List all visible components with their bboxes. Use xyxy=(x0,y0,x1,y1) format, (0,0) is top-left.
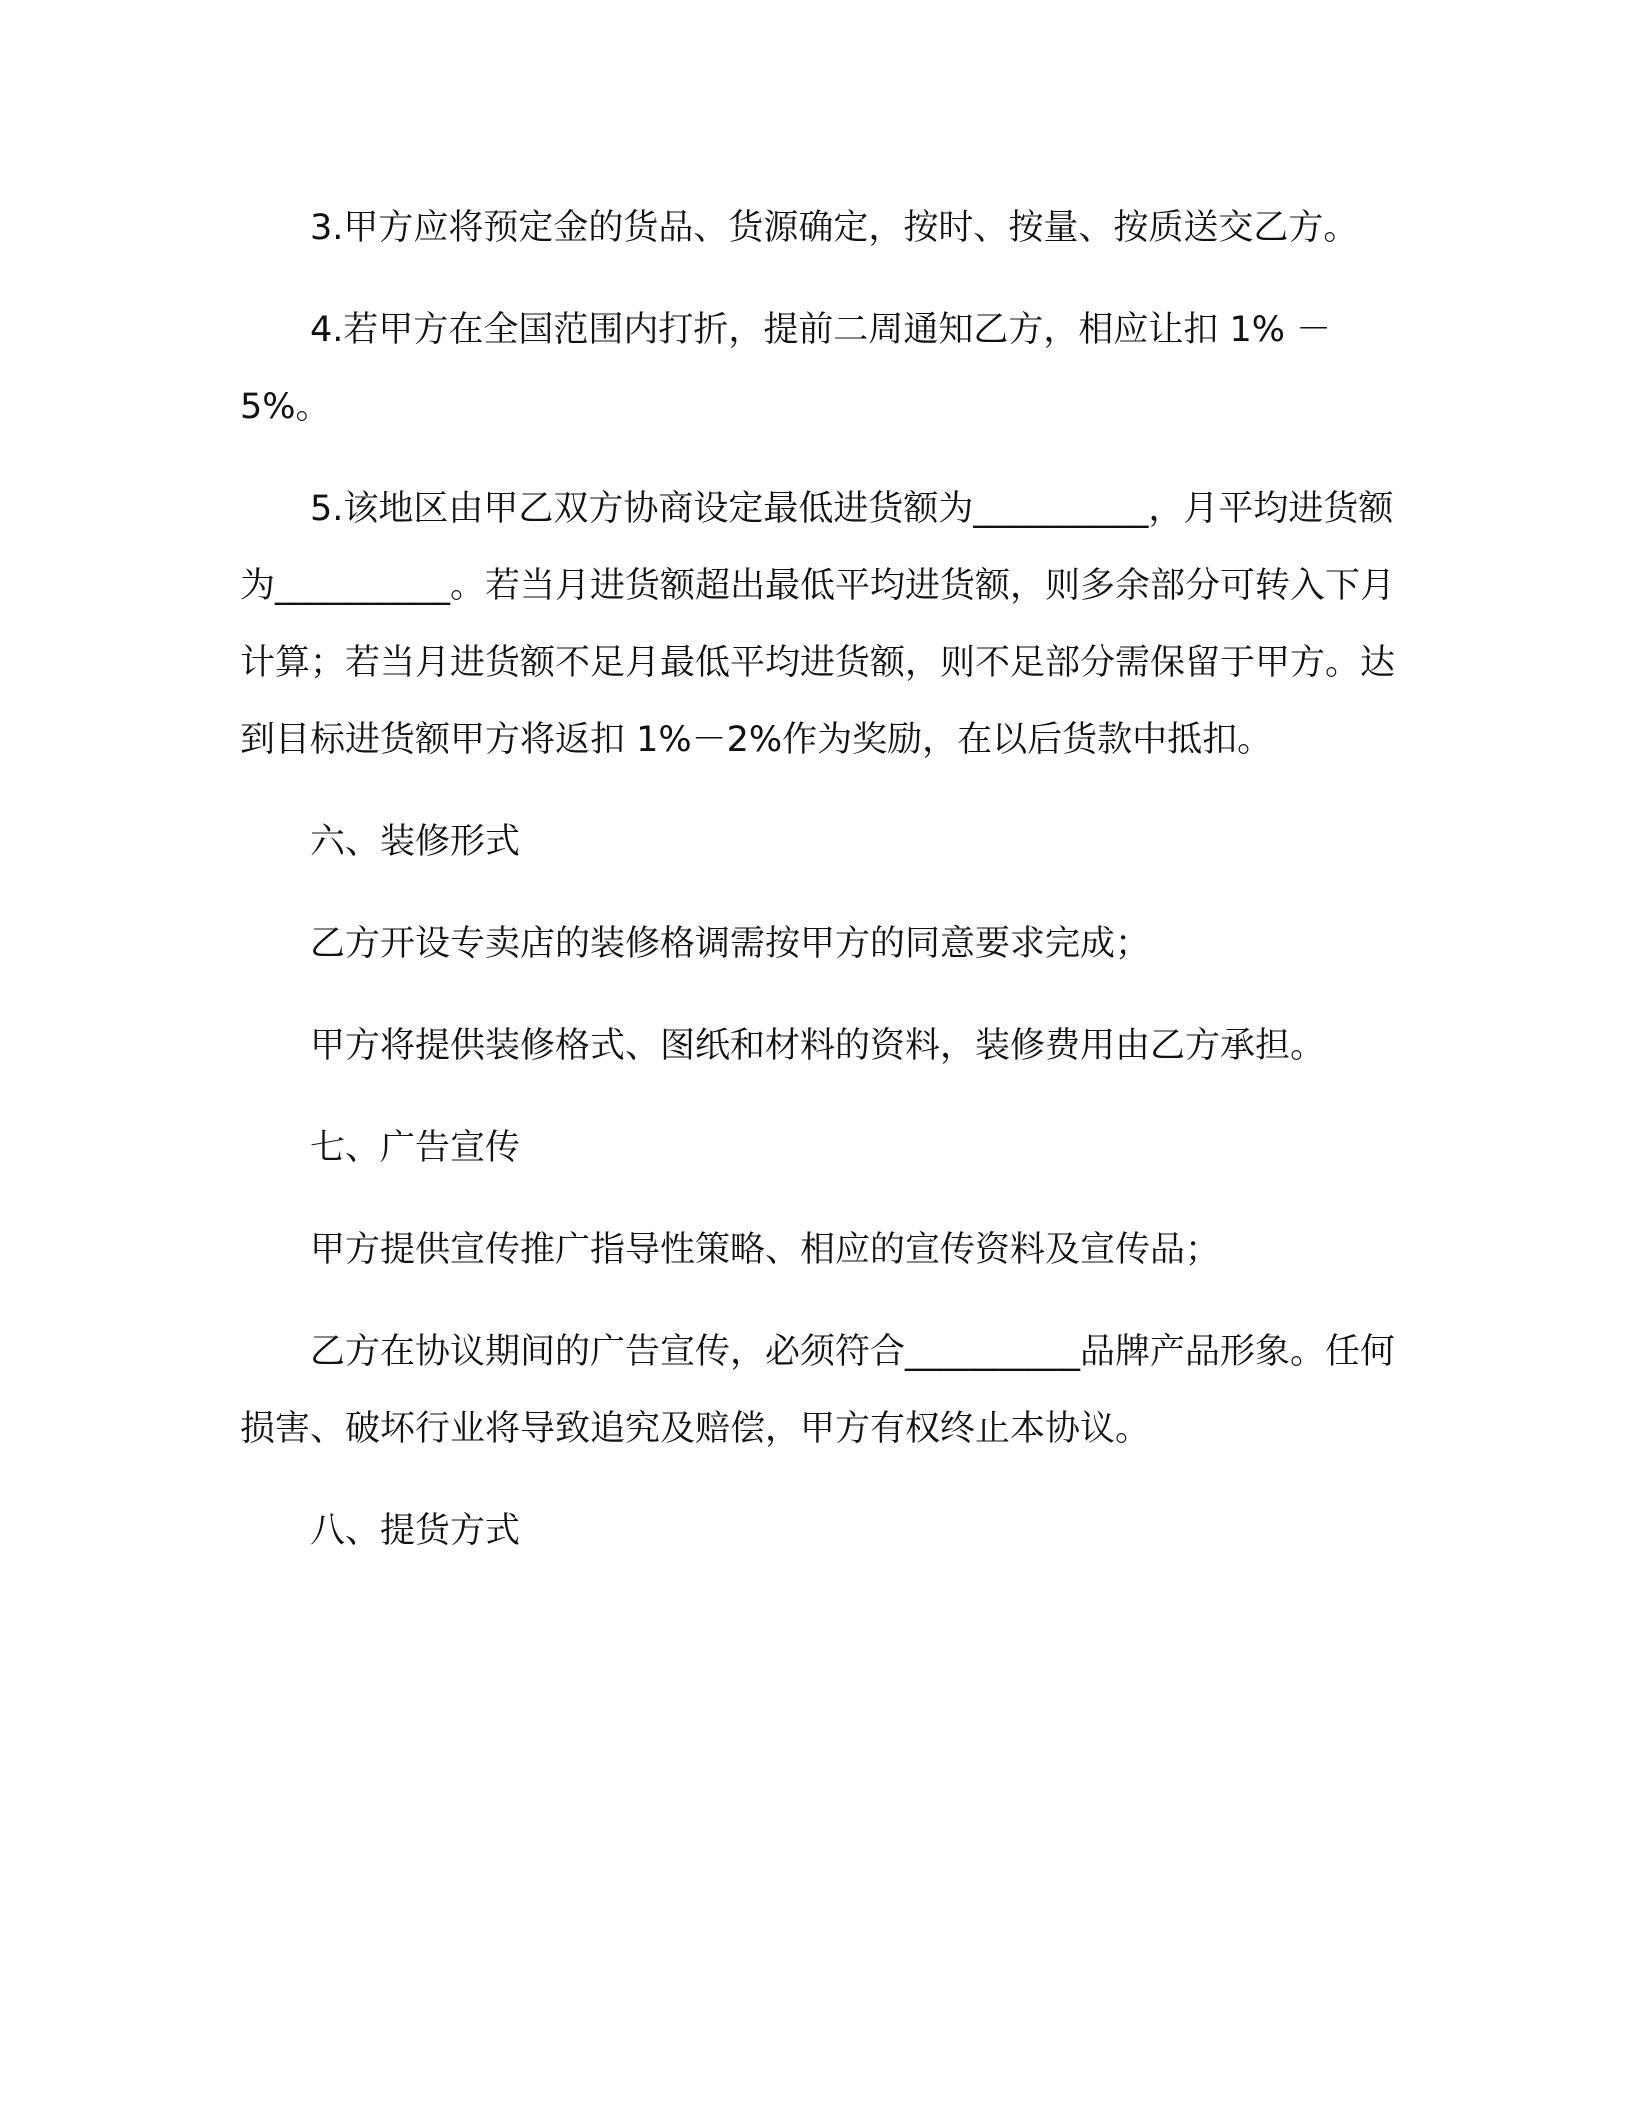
decoration-style-requirement: 乙方开设专卖店的装修格调需按甲方的同意要求完成； xyxy=(310,924,1151,964)
document-body xyxy=(240,190,1400,1595)
clause-4: 4.若甲方在全国范围内打折，提前二周通知乙方，相应让扣 1% －5%。 xyxy=(240,310,1332,427)
decoration-materials-and-cost: 甲方将提供装修格式、图纸和材料的资料，装修费用由乙方承担。 xyxy=(310,1026,1326,1066)
section-heading-pickup: 八、提货方式 xyxy=(310,1511,521,1551)
advertising-brand-compliance: 乙方在协议期间的广告宣传，必须符合__________品牌产品形象。任何损害、破坏行业将导致追究及赔偿，甲方有权终止本协议。 xyxy=(240,1332,1396,1449)
clause-5: 5.该地区由甲乙双方协商设定最低进货额为__________，月平均进货额为__________。若当月进货额超出最低平均进货额，则多余部分可转入下月计算；若当月进货额不足月最低平均进货额，则不足部分需保留于甲方。达到目标进货额甲方将返扣 1%－2%作为奖励，在以后货款中抵扣。 xyxy=(240,489,1396,760)
section-heading-decoration: 六、装修形式 xyxy=(310,822,521,862)
section-heading-advertising: 七、广告宣传 xyxy=(310,1128,521,1168)
clause-3: 3.甲方应将预定金的货品、货源确定，按时、按量、按质送交乙方。 xyxy=(310,208,1359,248)
advertising-support: 甲方提供宣传推广指导性策略、相应的宣传资料及宣传品； xyxy=(310,1230,1221,1270)
